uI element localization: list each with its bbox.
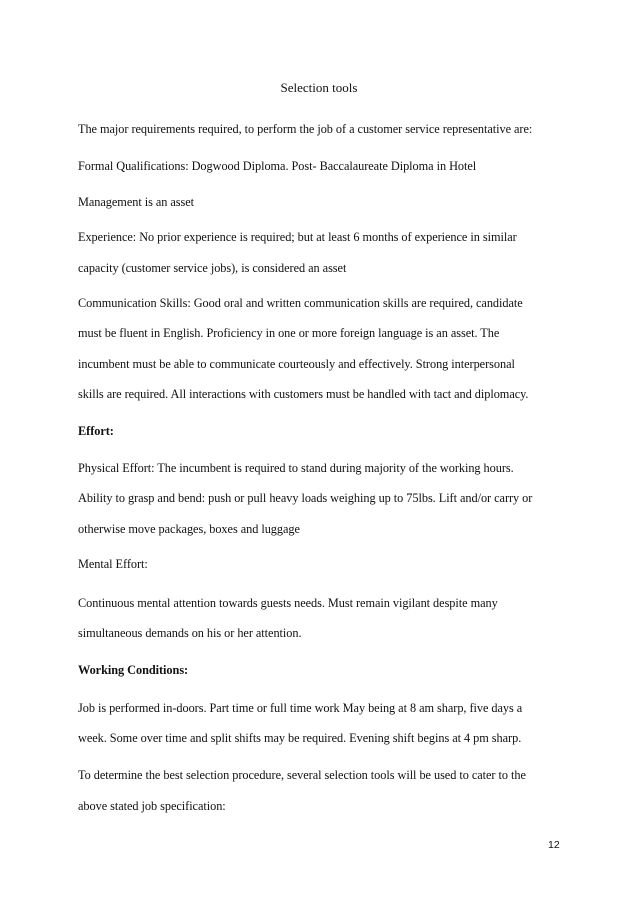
physical-effort-line-2: Ability to grasp and bend: push or pull heavy loads weighing up to 75lbs. Lift and/or carry or <box>78 491 533 505</box>
communication-line-3: incumbent must be able to communicate courteously and effectively. Strong interpersonal <box>78 357 515 371</box>
page-title: Selection tools <box>280 80 358 95</box>
intro-paragraph: The major requirements required, to perform the job of a customer service representative are: <box>78 122 533 136</box>
qualifications-line-2: Management is an asset <box>78 195 195 209</box>
physical-effort-line-3: otherwise move packages, boxes and luggage <box>78 522 300 536</box>
mental-effort-line-2: simultaneous demands on his or her attention. <box>78 626 302 640</box>
working-conditions-heading: Working Conditions: <box>78 663 189 677</box>
communication-line-1: Communication Skills: Good oral and written communication skills are required, candidate <box>78 296 523 310</box>
conclusion-line-2: above stated job specification: <box>78 799 226 813</box>
conclusion-line-1: To determine the best selection procedure, several selection tools will be used to cater to the <box>78 768 526 782</box>
page-number: 12 <box>548 839 560 851</box>
communication-line-2: must be fluent in English. Proficiency in one or more foreign language is an asset. The <box>78 326 500 340</box>
experience-line-2: capacity (customer service jobs), is considered an asset <box>78 261 347 275</box>
working-conditions-line-2: week. Some over time and split shifts may be required. Evening shift begins at 4 pm sharp. <box>78 731 522 745</box>
mental-effort-line-1: Continuous mental attention towards guests needs. Must remain vigilant despite many <box>78 596 498 610</box>
effort-heading: Effort: <box>78 424 114 438</box>
communication-line-4: skills are required. All interactions with customers must be handled with tact and diplomacy. <box>78 387 529 401</box>
qualifications-line-1: Formal Qualifications: Dogwood Diploma. Post- Baccalaureate Diploma in Hotel <box>78 159 477 173</box>
mental-effort-label: Mental Effort: <box>78 557 148 571</box>
working-conditions-line-1: Job is performed in-doors. Part time or full time work May being at 8 am sharp, five days a <box>78 701 523 715</box>
experience-line-1: Experience: No prior experience is required; but at least 6 months of experience in similar <box>78 230 517 244</box>
physical-effort-line-1: Physical Effort: The incumbent is required to stand during majority of the working hours. <box>78 461 514 475</box>
